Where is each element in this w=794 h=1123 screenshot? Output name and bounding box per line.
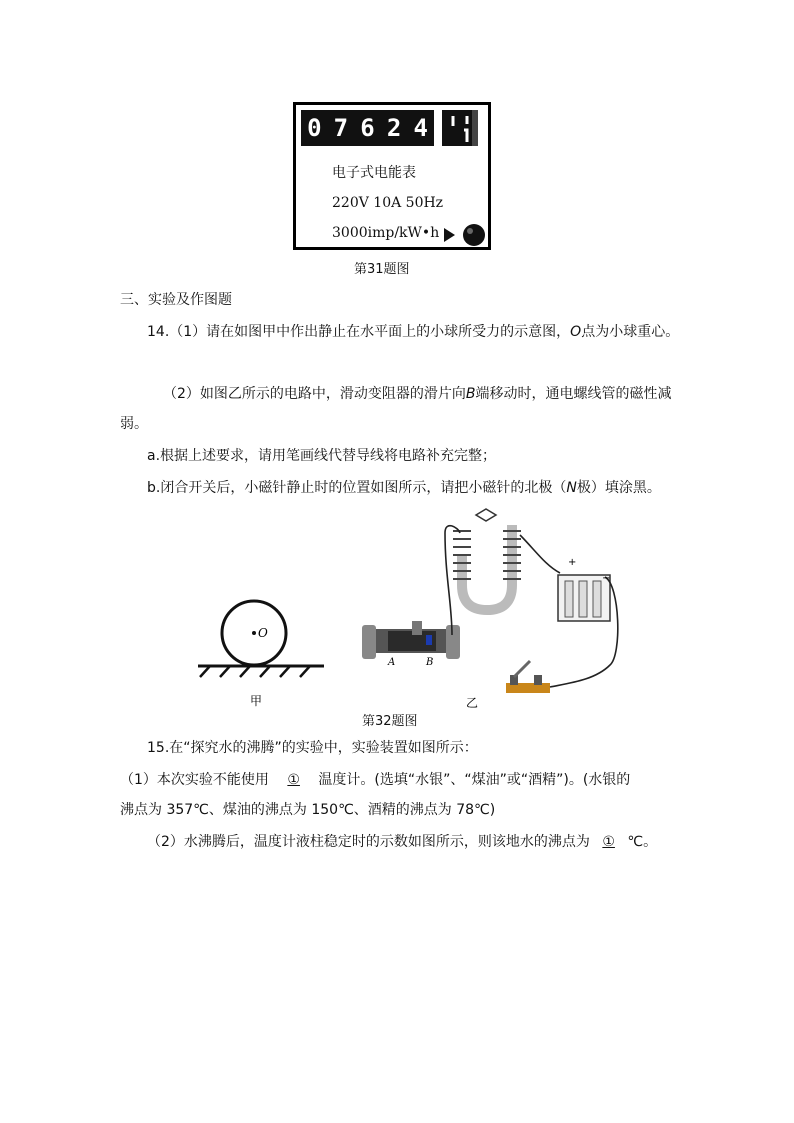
meter-counter <box>301 110 434 146</box>
q14-part2-continued: 弱。 <box>120 416 148 432</box>
q14-item-a: a.根据上述要求，请用笔画线代替导线将电路补充完整； <box>147 448 497 464</box>
q15-part2-blank: ① <box>602 834 615 850</box>
meter-spec: 220V 10A 50Hz <box>332 195 444 211</box>
q14-part2 <box>163 384 672 404</box>
q15-part2 <box>147 832 657 852</box>
meter-digit: 4 <box>413 114 428 142</box>
label-jia: 甲 <box>250 694 263 708</box>
q14-item-b-text-end: 极）填涂黑。 <box>576 480 661 496</box>
q14-item-b <box>147 478 661 498</box>
figure-31-caption: 第31题图 <box>354 262 410 277</box>
label-o: O <box>258 626 268 640</box>
meter-digit: 6 <box>360 114 375 142</box>
q15-part2-text-end: ℃。 <box>627 834 658 850</box>
q15-part1-continued: 沸点为 357℃、煤油的沸点为 150℃、酒精的沸点为 78℃) <box>120 802 496 818</box>
battery-plus: + <box>568 557 577 568</box>
rheostat <box>362 621 460 659</box>
electromagnet <box>453 509 521 610</box>
figure-32 <box>190 505 630 715</box>
indicator-light-icon <box>442 222 490 250</box>
electric-meter <box>293 102 491 250</box>
q14-part2-b: B <box>465 386 476 402</box>
q14-item-b-text: b.闭合开关后，小磁针静止时的位置如图所示，请把小磁针的北极（ <box>147 480 567 496</box>
q14-item-b-n: N <box>566 480 577 496</box>
q15-part1-text: （1）本次实验不能使用 <box>120 772 269 788</box>
battery-minus: − <box>602 573 611 584</box>
q14-part1-text-end: 点为小球重心。 <box>581 324 680 340</box>
figure-32-caption: 第32题图 <box>362 714 418 729</box>
q14-part1-text: 14.（1）请在如图甲中作出静止在水平面上的小球所受力的示意图， <box>147 324 571 340</box>
label-a: A <box>388 657 396 668</box>
meter-digit: 0 <box>307 114 322 142</box>
meter-digit: 2 <box>386 114 402 142</box>
meter-name: 电子式电能表 <box>332 165 416 181</box>
meter-rolling-digit <box>442 110 478 146</box>
q15-part1-blank: ① <box>287 772 300 788</box>
q14-part2-text-end: 端移动时，通电螺线管的磁性减 <box>475 386 672 402</box>
section-heading: 三、实验及作图题 <box>120 292 232 308</box>
meter-constant: 3000imp/kW•h <box>332 225 440 241</box>
q15-part1-text-end: 温度计。(选填“水银”、“煤油”或“酒精”)。(水银的 <box>318 772 631 788</box>
q14-part1 <box>147 322 679 342</box>
meter-digit: 7 <box>333 114 349 142</box>
compass-needle <box>476 509 496 521</box>
q15-intro: 15.在“探究水的沸腾”的实验中，实验装置如图所示： <box>147 740 478 756</box>
label-b: B <box>426 657 434 668</box>
q14-part2-text: （2）如图乙所示的电路中，滑动变阻器的滑片向 <box>163 386 466 402</box>
rolling-digit-icon <box>442 110 478 146</box>
switch <box>506 661 550 693</box>
q15-part1 <box>120 770 630 790</box>
label-yi: 乙 <box>466 696 479 710</box>
q14-part1-o: O <box>570 324 582 340</box>
q15-part2-text: （2）水沸腾后，温度计液柱稳定时的示数如图所示，则该地水的沸点为 <box>147 834 590 850</box>
